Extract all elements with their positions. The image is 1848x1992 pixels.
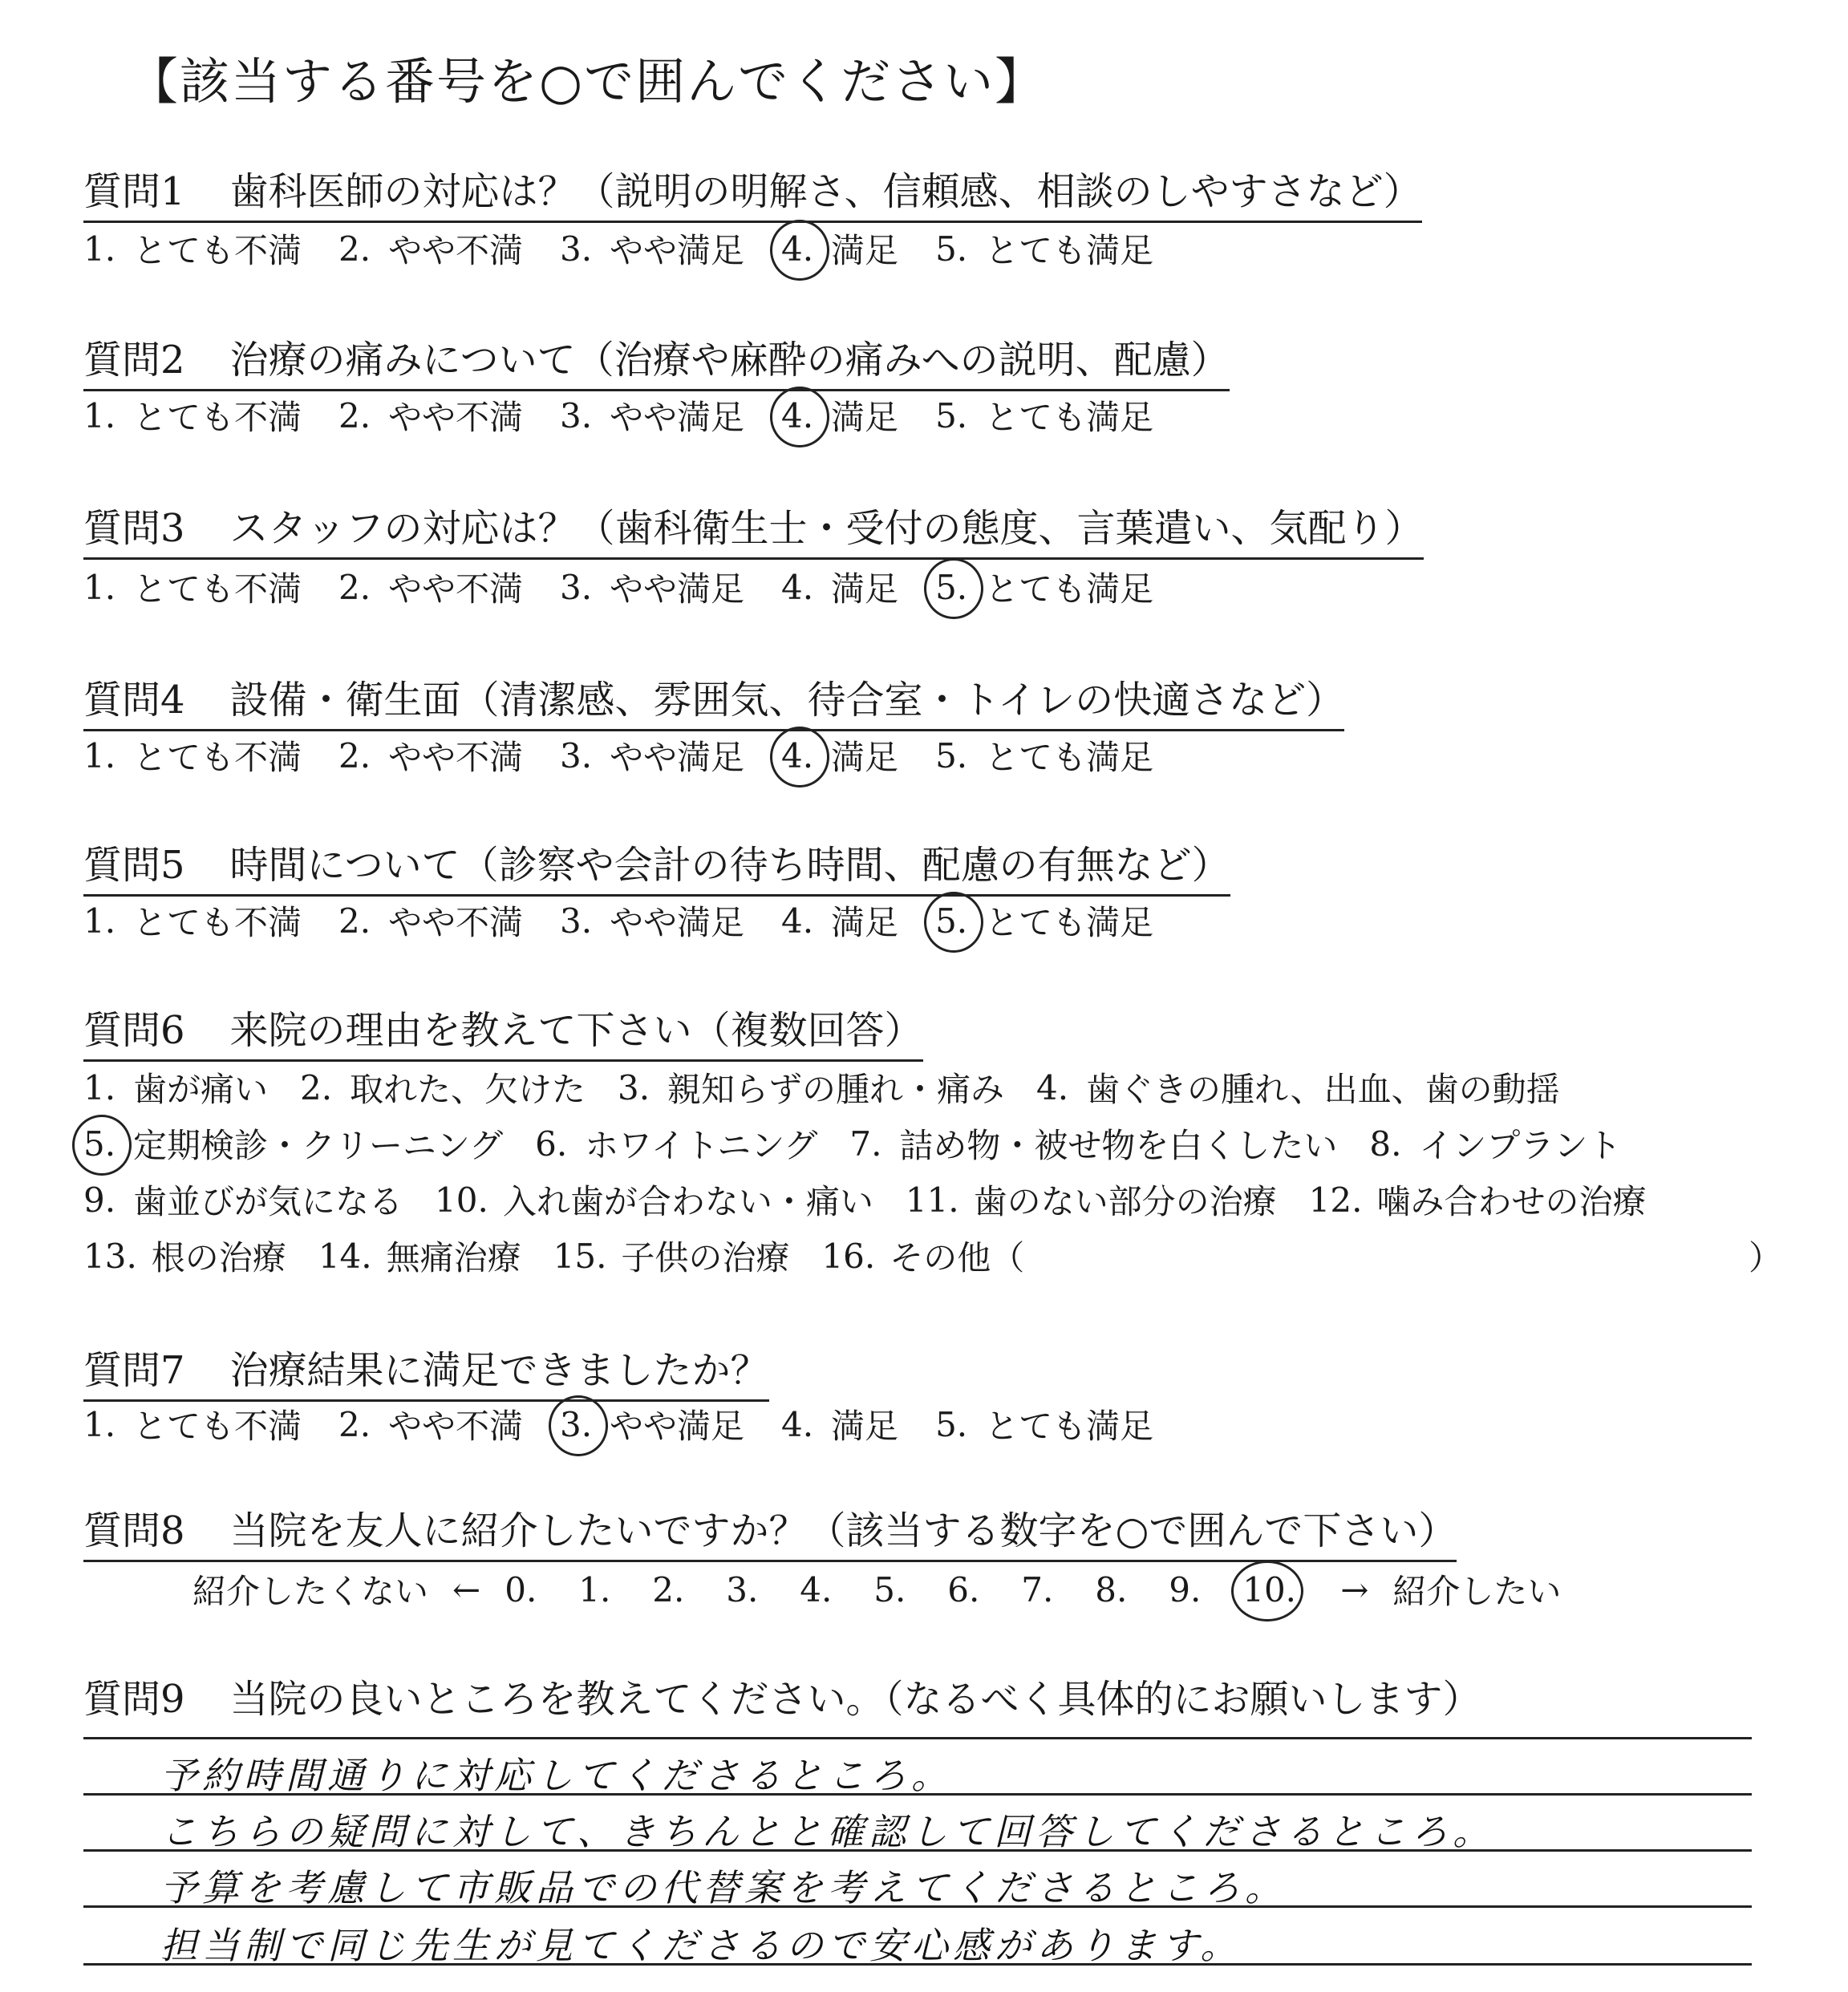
answer-option[interactable] [935,1400,1153,1448]
option-label: とても満足 [985,738,1154,777]
answer-option[interactable] [560,391,744,439]
answer-option[interactable] [338,225,523,273]
option-label: 詰め物・被せ物を白くしたい [899,1126,1338,1165]
question-7-options [83,1400,1190,1448]
answer-option-selected[interactable] [935,897,1153,945]
option-number: 8. [1369,1124,1402,1164]
option-label: 歯が痛い [133,1070,269,1109]
answer-option[interactable] [560,731,744,779]
reason-option[interactable] [821,1232,1024,1280]
answer-option[interactable] [83,897,302,945]
recommend-score[interactable]: 5. [873,1569,906,1609]
option-label: 噛み合わせの治療 [1376,1182,1647,1221]
option-label: とても不満 [133,398,302,437]
option-label: とても不満 [133,738,302,777]
answer-option[interactable] [83,563,302,611]
option-label: とても不満 [133,1407,302,1446]
reason-option[interactable] [1309,1176,1647,1224]
option-number: 3. [618,1067,650,1107]
option-number: 4. [1036,1067,1069,1107]
option-label: やや不満 [388,398,524,437]
option-label: 定期検診・クリーニング [133,1126,504,1165]
option-label: 歯並びが気になる [133,1182,403,1221]
question-number: 質問3 [83,506,185,551]
question-1-options [83,225,1190,273]
option-number: 1. [83,567,116,607]
option-label: とても不満 [133,569,302,609]
answer-option[interactable] [83,1400,302,1448]
question-5-title [83,834,1230,897]
question-6-row-3 [83,1176,1678,1224]
option-label: やや満足 [610,569,745,609]
option-label: やや満足 [610,398,745,437]
question-2-title [83,329,1230,391]
option-number: 1. [83,1404,116,1444]
option-label: 子供の治療 [621,1238,790,1277]
recommend-score[interactable]: 6. [947,1569,980,1609]
option-number: 4. [781,1404,814,1444]
question-number: 質問6 [83,1008,185,1053]
option-number: 2. [338,735,371,775]
question-text: 治療結果に満足できましたか？ [229,1348,769,1393]
reason-option[interactable] [83,1063,268,1111]
question-1-title [83,160,1422,223]
option-number: 3. [560,567,593,607]
handwritten-answer-line: こちらの疑問に対して、きちんとと確認して回答してくださるところ。 [160,1810,1495,1853]
answer-option[interactable] [560,563,744,611]
question-7-title [83,1339,769,1402]
option-label: 根の治療 [151,1238,286,1277]
question-text: 時間について（診察や会計の待ち時間、配慮の有無など） [229,843,1230,888]
option-label: 満足 [831,231,899,270]
option-number: 5. [935,1404,968,1444]
option-label: 歯のない部分の治療 [973,1182,1277,1221]
option-label: 歯ぐきの腫れ、出血、歯の動揺 [1086,1070,1560,1109]
option-number: 2. [300,1067,333,1107]
option-label: とても満足 [985,1407,1154,1446]
question-4-title [83,669,1344,731]
option-number: 10. [435,1180,488,1220]
answer-option[interactable] [338,731,523,779]
recommend-score[interactable]: 3. [726,1569,759,1609]
answer-option[interactable] [560,225,744,273]
question-number: 質問2 [83,338,185,383]
reason-option[interactable] [1369,1119,1621,1168]
question-6-row-2 [83,1119,1653,1168]
answer-option[interactable] [781,563,898,611]
reason-option[interactable] [906,1176,1277,1224]
reason-option[interactable] [435,1176,873,1224]
option-number: 5. [935,735,968,775]
right-arrow-icon: → [1340,1569,1369,1609]
answer-option-selected[interactable] [781,225,898,273]
recommend-score-selected[interactable]: 10. [1242,1570,1299,1609]
ruled-line [83,1737,1752,1739]
option-number: 2. [338,901,371,941]
question-text: 来院の理由を教えて下さい（複数回答） [229,1008,923,1053]
option-label: やや不満 [388,569,524,609]
reason-option[interactable] [1036,1063,1560,1111]
option-number: 12. [1308,1180,1363,1220]
option-number: 13. [83,1236,137,1276]
option-label: 満足 [831,1407,899,1446]
question-5-options [83,897,1190,945]
option-number: 4. [781,736,817,775]
answer-option[interactable] [935,225,1153,273]
option-label: 満足 [831,398,899,437]
option-label: やや満足 [610,1407,745,1446]
option-label: 満足 [831,903,899,942]
question-6-row-1 [83,1063,1592,1111]
option-label: やや満足 [610,231,745,270]
option-label: 取れた、欠けた [350,1070,586,1109]
option-label: とても満足 [985,569,1154,609]
option-label: やや不満 [388,738,524,777]
option-number: 4. [781,567,814,607]
handwritten-answer-line: 担当制で同じ先生が見てくださるので安心感があります。 [160,1924,1242,1967]
option-label: やや満足 [610,738,745,777]
question-number: 質問9 [83,1677,185,1722]
question-6-title [83,999,923,1062]
option-number: 2. [338,567,371,607]
reason-option[interactable] [83,1176,403,1224]
option-number: 3. [560,395,593,435]
answer-option[interactable] [560,897,744,945]
option-label: ホワイトニング [585,1126,818,1165]
reason-option[interactable] [849,1119,1337,1168]
option-number: 15. [553,1236,607,1276]
answer-option-selected[interactable] [935,563,1153,611]
answer-option[interactable] [338,1400,523,1448]
option-number: 3. [560,735,593,775]
option-number: 5. [935,229,968,269]
recommend-score[interactable]: 7. [1021,1569,1054,1609]
recommend-score[interactable]: 4. [800,1569,833,1609]
handwritten-answer-line: 予算を考慮して市販品での代替案を考えてくださるところ。 [160,1866,1287,1909]
option-number: 1. [83,229,116,269]
option-number: 4. [781,901,814,941]
question-text: 設備・衛生面（清潔感、雰囲気、待合室・トイレの快適さなど） [229,678,1345,723]
answer-option[interactable] [338,391,523,439]
question-9-title [83,1668,1481,1728]
option-number: 5. [935,568,971,607]
question-text: 歯科医師の対応は？（説明の明解さ、信頼感、相談のしやすさなど） [229,169,1422,214]
option-number: 1. [83,1067,116,1107]
answer-option[interactable] [83,391,302,439]
option-number: 9. [83,1180,116,1220]
question-number: 質問8 [83,1508,185,1553]
option-number: 2. [338,229,371,269]
option-number: 3. [560,901,593,941]
answer-option[interactable] [935,731,1153,779]
reason-option[interactable] [83,1232,286,1280]
recommend-right-label: 紹介したい [1392,1572,1562,1611]
reason-option[interactable] [535,1119,817,1168]
option-number: 3. [560,1405,595,1444]
option-number: 4. [781,396,817,435]
question-8-title [83,1500,1457,1562]
option-label: とても満足 [985,231,1154,270]
question-number: 質問4 [83,678,185,723]
option-label: とても不満 [133,231,302,270]
option-label: やや満足 [610,903,745,942]
option-label: 満足 [831,569,899,609]
question-number: 質問1 [83,169,185,214]
option-label: 無痛治療 [386,1238,521,1277]
question-3-title [83,497,1424,560]
option-number: 1. [83,735,116,775]
answer-option[interactable] [83,731,302,779]
recommend-scale-numbers [505,1570,1316,1609]
option-number: 5. [83,1124,119,1164]
option-number: 1. [83,395,116,435]
option-label: その他（ [890,1238,1025,1277]
question-2-options [83,391,1190,439]
answer-option-selected[interactable] [781,391,898,439]
reason-option[interactable] [318,1232,521,1280]
question-text: 当院を友人に紹介したいですか？（該当する数字を○で囲んで下さい） [229,1508,1457,1553]
option-number: 1. [83,901,116,941]
option-number: 5. [935,395,968,435]
option-label: 入れ歯が合わない・痛い [502,1182,873,1221]
option-label: 満足 [831,738,899,777]
handwritten-answer-line: 予約時間通りに対応してくださるところ。 [160,1754,953,1797]
option-number: 14. [318,1236,372,1276]
page-heading: 【該当する番号を○で囲んでください】 [128,52,1047,111]
option-label: とても不満 [133,903,302,942]
question-number: 質問7 [83,1348,185,1393]
option-label: インプラント [1419,1126,1622,1165]
reason-option[interactable] [618,1063,1004,1111]
recommend-score[interactable]: 9. [1169,1569,1202,1609]
question-3-options [83,563,1190,611]
option-label: とても満足 [985,903,1154,942]
option-number: 2. [338,1404,371,1444]
option-number: 4. [781,229,817,269]
recommend-left-label: 紹介したくない [192,1572,429,1611]
left-arrow-icon: ← [452,1569,481,1609]
answer-option-selected[interactable] [560,1400,744,1448]
answer-option-selected[interactable] [781,731,898,779]
option-number: 7. [849,1124,882,1164]
reason-option[interactable] [553,1232,790,1280]
option-number: 5. [935,901,971,941]
answer-option[interactable] [781,897,898,945]
recommend-score[interactable]: 2. [652,1569,685,1609]
option-number: 16. [821,1236,876,1276]
option-number: 2. [338,395,371,435]
recommend-score[interactable]: 0. [505,1569,537,1609]
reason-option[interactable] [300,1063,586,1111]
recommend-scale [192,1565,1561,1613]
answer-option[interactable] [83,225,302,273]
question-6-close-paren: ） [1749,1238,1783,1277]
option-label: 親知らずの腫れ・痛み [667,1070,1005,1109]
recommend-score[interactable]: 8. [1095,1569,1128,1609]
question-4-options [83,731,1190,779]
option-number: 3. [560,229,593,269]
reason-option-selected[interactable] [83,1119,503,1168]
question-text: スタッフの対応は？（歯科衛生士・受付の態度、言葉遣い、気配り） [229,506,1424,551]
question-text: 治療の痛みについて（治療や麻酔の痛みへの説明、配慮） [229,338,1230,383]
recommend-score[interactable]: 1. [578,1569,611,1609]
answer-option[interactable] [338,563,523,611]
question-6-row-4 [83,1232,1056,1280]
option-label: やや不満 [388,231,524,270]
option-label: とても満足 [985,398,1154,437]
option-label: やや不満 [388,903,524,942]
answer-option[interactable] [781,1400,898,1448]
answer-option[interactable] [935,391,1153,439]
option-label: やや不満 [388,1407,524,1446]
question-number: 質問5 [83,843,185,888]
option-number: 6. [535,1124,568,1164]
question-text: 当院の良いところを教えてください。（なるべく具体的にお願いします） [229,1677,1481,1722]
option-number: 11. [905,1180,959,1220]
answer-option[interactable] [338,897,523,945]
